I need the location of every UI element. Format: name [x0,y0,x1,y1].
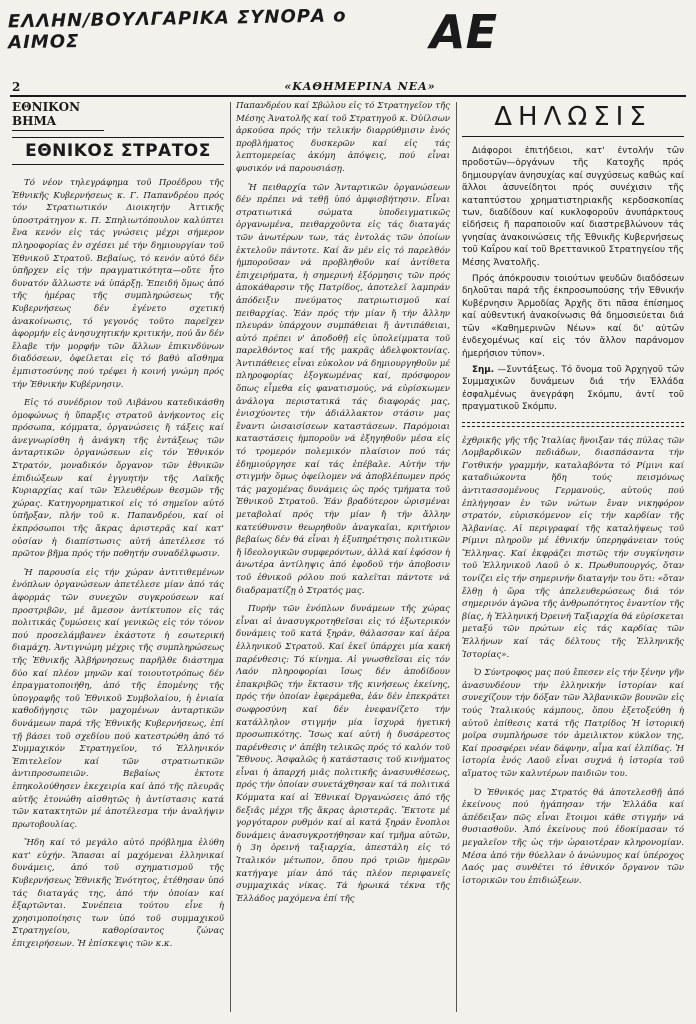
article-paragraph: ἐχθρικῆς γῆς τῆς Ἰταλίας ἤνοιξαν τάς πύλας τῶν Λομβαρδικῶν πεδιάδων, διασπάσαντα τήν Γοτθικήν γραμμήν, καταλαβόντα τό Ρίμινι καί καταδιώκοντα ἤδη τούς πεισμόνως ἀντιτασσομένους Γερμανούς, αὐτούς πού ἐπλήγησαν ἐν τῶν νώτων ἔναν νικηφόρον στρατόν, εὑρισκόμενον εἰς τήν καρδίαν τῆς Ἀλβανίας. Αἱ περιγραφαί τῆς καταλήψεως τοῦ Ρίμινι πληροῦν μέ ἐθνικήν ὑπερηφάνειαν τούς Ἕλληνας. Καί ἐκφράζει πιστῶς τήν συγκίνησιν τοῦ Ἑλληνικοῦ Λαοῦ ὁ κ. Πρωθυπουργός, ὅταν τονίζει εἰς τήν σημερινήν διαταγήν του ὅτι: «ὅταν ἔλθῃ ἡ ὥρα τῆς ἀπελευθερώσεως διά τόν σημερινόν ἀγῶνα τῆς ἀνθρωπότητος ἐναντίον τῆς βίας, ἡ Ἑλληνική Ὀρεινή Ταξιαρχία θά εὑρίσκεται μεταξύ τῶν πρώτων εἰς τάς καρδίας τῶν Ἑλλήνων καί τάς δέλτους τῆς Ἑλληνικῆς Ἱστορίας». [462,435,684,660]
article-body-col1 [12,177,224,951]
article-paragraph: Ἤδη καί τό μεγάλο αὐτό πρόβλημα ἐλύθη κατ' εὐχήν. Ἅπασαι αἱ μαχόμεναι ἑλληνικαί δυνάμεις, ἀπό τοῦ σχηματισμοῦ τῆς Κυβερνήσεως Ἐθνικῆς Ἑνότητος, ἐτέθησαν ὑπό τάς διαταγάς της, ἀπό τήν ὁποίαν καί ἐξαρτῶνται. Συνέπεια τούτου εἶνε ἡ χρησιμοποίησις των ὑπό τοῦ συμμαχικοῦ Στρατηγείου, καθορίσαντος ζώνας ἐπιχειρήσεων. Ἡ ἐπίσκεψις τῶν κ.κ. [12,838,224,950]
editor-note-text: —Συντάξεως. Τό ὄνομα τοῦ Ἀρχηγοῦ τῶν Συμμαχικῶν δυνάμεων διά τήν Ἑλλάδα ἐσφαλμένως ἀνεγράφη Σκόμπυ, ἀντί τοῦ πραγματικοῦ Σκόμπυ. [462,364,684,413]
editor-note [462,364,684,414]
article-paragraph: Ὁ Σύντροφος μας πού ἔπεσεν εἰς τήν ξένην γῆν ἀνασυνδέουν τήν ἑλληνικήν ἱστορίαν καί συνεχίζουν τήν δόξαν τῶν Ἀλβανικῶν βουνῶν εἰς τούς Ἰταλικούς κάμπους, ὅπου ἐξετοξεύθη ἡ αὐτοῦ ἐπίθεσις κατά τῆς Πατρίδος Ἡ ἱστορική μοῖρα συμπλήρωσε τόν ἀμειλικτον κύκλον της, Καί προσφέρει νέαν δάφνην, αἷμα καί ἐλπίδας. Ἡ ἱστορία ἑνός Λαοῦ εἶναι συχνά ἡ ἱστορία τοῦ αἵματος τῶν καλυτέρων παιδιῶν του. [462,668,684,779]
page-number: 2 [12,80,21,94]
header-rule [10,95,686,97]
declaration-body [462,145,684,414]
article-title: ΕΘΝΙΚΟΣ ΣΤΡΑΤΟΣ [12,137,224,165]
article-paragraph: Παπανδρέου καί Σβώλου εἰς τό Στρατηγεῖον τῆς Μέσης Ἀνατολῆς καί τοῦ Στρατηγοῦ κ. Ὀὐίλσων ἀρκούσα πρός τήν τελικήν διαρρύθμισιν ἑνός προβλήματος δυσκερῶν καί εἰς τάς λεπτομερείας ἀκόμη ἀπόψεις, πού εἶναι φυσικόν νά παρουσιάσῃ. [236,101,450,174]
article-paragraph: Ἡ πειθαρχία τῶν Ἀνταρτικῶν ὀργανώσεων δέν πρέπει νά τεθῇ ὑπό ἀμφισβήτησιν. Εἶναι στρατιωτικά σώματα ὑποδειγματικῶς ὀργανωμένα, πειθαρχοῦντα εἰς τάς διαταγάς τῶν ἀνωτέρων των, τάς ἐντολάς τῶν ὁποίων ἐκτελοῦν πάντοτε. Καί ἄν μέν εἰς τό παρελθόν ἠμποροῦσαν νά προβληθοῦν καί ἀντίθετα ἐπιχειρήματα, ἡ σημερινή ἐξόρμησις τῶν πρός ἀποκάθαρσιν τῆς Πατρίδος, ἀποτελεῖ λαμπράν ἀπόδειξιν πνεύματος πατριωτισμοῦ καί πειθαρχίας. Ἐάν πρός τήν μίαν ἤ τήν ἄλλην πλευράν ὑπάρχουν συμπάθειαι ἤ ἀντιπάθειαι, αὐτό πρέπει ν' ἀποδοθῇ εἰς ὑπολείμματα τοῦ παρελθόντος καί τῆς μακρᾶς ἀδελφοκτονίας. Ἀντιπάθειες εἶναι εὐκολον νά δημιουργηθοῦν μέ πληροφορίας ἐξογκωμένας καί, πρόσφορον ὅπως εἶμεθα εἰς φανατισμούς, νά εὑρίσκωμεν ἀνάλογα περιστατικά τάς διαφοράς μας, ἐνισχύοντες τήν ἀδιάλλακτον στάσιν μας ἔναντι ὡισαισίσεων καταστάσεων. Παρόμοιαι καταστάσεις ἠμποροῦν νά ἐξηγηθοῦν μέσα εἰς τό τρομερόν πολεμικόν πλαίσιον πού τάς ἐδημιούργησε καί τάς ἐπέβαλε. Αὐτήν τήν στιγμήν ὅμως ὀφείλομεν νά ἀποβλέπωμεν πρός τάς μαχομένας δυνάμεις ὡς πρός τμήματα τοῦ Ἐθνικοῦ Στρατοῦ. Ἐάν βραδύτερον ὡρισμέναι μεταβολαί πρός τήν μίαν ἤ τήν ἄλλην κατεύθυνσιν θεωρηθοῦν ἀναγκαῖαι, κριτήριον βεβαίως δέν θά εἶναι ἡ ἐξυπηρέτησις πολιτικῶν ἤ ἰδεολογικῶν συμφερόντων, ἀλλά καί ἐφόσον ἡ ἀνωτέρα ἀντίληψις ἀπό ἐφοδοῦ τήν ἀποβοσιν τοῦ ἐθνικοῦ ρόλου πού καλεῖται πάντοτε νά διαδραματίζῃ ὁ Στρατός μας. [236,182,450,596]
article-column-2 [236,100,450,1015]
newspaper-name: «ΚΑΘΗΜΕΡΙΝΑ ΝΕΑ» [284,80,436,93]
section-label: ΕΘΝΙΚΟΝ ΒΗΜΑ [12,100,104,131]
declaration-paragraph: Πρός ἀπόκρουσιν τοιούτων ψευδῶν διαδόσεων δηλοῦται παρά τῆς ἐκπροσωπούσης τήν Ἐθνικήν Κυβέρνησιν Ἁρμοδίας Ἀρχῆς ὅτι πᾶσα ἐπίσημος καί αὐθεντική ἀνακοίνωσις θά δημοσιεύεται διά τῶν «Καθημερινῶν Νέων» καί δι' αὐτῶν ἐνδεχομένως καί εἰς τόν ἄλλον παράνομον ἡμερήσιον τύπον». [462,274,684,359]
declaration-divider [462,422,684,427]
article-column-1 [12,100,224,1015]
article-body-col3 [462,435,684,888]
declaration-title: ΔΗΛΩΣΙΣ [462,102,684,137]
article-paragraph: Εἰς τό συνέδριον τοῦ Λιβάνου κατεδικάσθη ὁμοφώνως ἡ ὕπαρξις στρατοῦ ἀνήκοντος εἰς πρόσωπα, κόμματα, ὀργανώσεις ἤ τάξεις καί ἀνεγνωρίσθη ἡ ἀνάγκη τῆς ἐντάξεως τῶν ἀνταρτικῶν ὀργανώσεων εἰς τόν Ἐθνικόν Στρατόν, μοναδικόν ὄργανον τῶν ἐθνικῶν ἐπιδιώξεων καί ἐγγυητήν τῆς Λαϊκῆς Κυριαρχίας καί τῶν Ἐλευθέρων θεσμῶν τῆς χώρας. Κατηγορηματικοί εἰς τό σημεῖον αὐτό ὑπῆρξαν, πλήν τοῦ κ. Παπανδρέου, καί οἱ ἐκπρόσωποι τῆς ἄκρας ἀριστερᾶς καί κατ' οὐσίαν ἡ διαπίστωσις αὐτή ἀπετέλεσε τό πρῶτον βῆμα πρός τήν ποθητήν συναδέλφωσιν. [12,398,224,560]
column-separator [456,102,457,1012]
declaration-column [462,100,684,1015]
column-separator [230,102,231,1012]
article-paragraph: Ὁ Ἐθνικός μας Στρατός θά ἀποτελεσθῇ ἀπό ἐκείνους πού ἠγάπησαν τήν Ἑλλάδα καί ἀπέδειξαν πῶς εἶναι ἕτοιμοι κάθε στιγμήν νά θυσιασθοῦν. Ἀπό ἐκείνους πού ἐδοκίμασαν τό μεγαλεῖον τῆς ὡς τήν ὡραιοτέραν κληρονομίαν. Μέσα ἀπό τήν θύελλαν ὁ ἀνώνυμος καί ὑπέροχος Λαός μας συνθέτει τό ἐθνικόν ὄργανον τῶν ἱστορικῶν του ἐπιδιώξεων. [462,787,684,886]
article-body-col2 [236,100,450,905]
article-paragraph: Ἡ παρουσία εἰς τήν χώραν ἀντιτιθεμένων ἐνόπλων ὀργανώσεων ἀπετέλεσε μίαν ἀπό τάς ἀφορμάς τῶν συνεχῶν συγκρούσεων καί προστριβῶν, μέ ἄμεσον ἀντίκτυπον εἰς τάς πολιτικάς ζυμώσεις καί γενικῶς εἰς τόν τόνον πού προσελάμβανεν ἑκάστοτε ἡ εσωτερική διαμάχη. Ἀντιγνώμη μέχρις τῆς συμπληρώσεως τῆς Ἐθνικῆς Ἀλβήρνησεως παρῆλθε διάστημα δύο καί πλέον μηνῶν καί τοιουτοτρόπως δέν ἐπραγματοποιήθη, ἀπό τῆς ἐπομένης τῆς ὑπογραφῆς τοῦ Ἐθνικοῦ Συμβολαίου, ἡ ἑνιαία καθοδήγησις τῶν μαχομένων ἀνταρτικῶν δυνάμεων παρά τῆς Ἐθνικῆς Κυβερνήσεως, ἐπί τῇ βάσει τοῦ σχεδίου πού κατεστρώθη ἀπό τό Συμμαχικόν Στρατηγεῖον, τό Ἑλληνικόν Ἐπιτελεῖον καί τῶν στρατιωτικῶν ἀντιπροσωπειῶν. Βεβαίως ἐκτοτε ἐπηκολούθησεν ἐκεχειρία καί ἀπό τῆς πλευρᾶς αὐτῆς ἐτονώθη αἰσθητῶς ἡ ἀντίστασις κατά τῶν κατακτητῶν μέ ἀποτέλεσμα τήν ἀναλήψιν πρωτοβουλίας. [12,567,224,830]
declaration-paragraph: Διάφοροι ἐπιτήδειοι, κατ' ἐντολήν τῶν προδοτῶν—ὀργάνων τῆς Κατοχῆς πρός δημιουργίαν ἀνησυχίας καί συγχύσεως καθώς καί ἄλλοι ἀσυνείδητοι πρός συνέχισιν τῆς καταπτύστου χρηματιστηριακῆς κερδοσκοπίας των, διαδίδουν καί κυκλοφοροῦν ἀνυπάρκτους εἰδήσεις ἤ παραποιοῦν καί διαστρεβλώνουν τάς γνησίας ἀνακοινώσεις τῆς Ἐθνικῆς Κυβερνήσεως τοῦ Καΐρου καί τοῦ Βρεττανικοῦ Στρατηγείου τῆς Μέσης Ἀνατολῆς. [462,146,684,268]
article-paragraph: Πυρήν τῶν ἐνόπλων δυνάμεων τῆς χώρας εἶναι αἱ ἀνασυγκροτηθεῖσαι εἰς τό ἐξωτερικόν δυνάμεις τοῦ κατά ξηράν, θάλασσαν καί ἀέρα ἑλληνικοῦ Στρατοῦ. Καί ἐκεῖ ὑπάρχει μία κακή παρένθεσις: Τό κίνημα. Αἱ γνωσθεῖσαι εἰς τόν Λαόν πληροφορίαι ἴσως δέν ἀποδίδουν ἐπακριβῶς τήν ἔκτασιν τῆς κινήσεως ἐκείνης, πρός τήν ὁποίαν ἐφεράμεθα, ἐάν δέν ἐπεκράτει σωφροσύνη καί δέν ἐνεφανίζετο τήν κατάλληλον στιγμήν μία ἰσχυρά ἡγετική προσωπικότης. Ἴσως καί αὐτή ἡ δυσάρεστος παρένθεσις ν' ἀπέβη τελικῶς πρός τό καλόν τοῦ Ἔθνους. Ἀσφαλῶς ἡ κατάστασις τοῦ κινήματος εἶναι ἡ ἀπαρχή μιᾶς πολιτικῆς ἀνασυνθέσεως, πρός τήν ὁποίαν συνετάχθησαν καί τά πολιτικά Κόμματα καί αἱ Ἐθνικαί Ὀργανώσεις ἀπό τῆς δεξιᾶς μέχρι τῆς ἄκρας ἀριστερᾶς. Ἔκτοτε μέ γοργόταρον ρυθμόν καί αἱ κατά ξηράν ἔνοπλοι δυνάμεις ἀνασυγκροτήθησαν καί τμῆμα αὐτῶν, ἡ 3η ὀρεινή ταξιαρχία, ἀπεστάλη εἰς τό Ἰταλικόν μέτωπον, ὅπου πρό τριῶν ἡμερῶν κατήγαγε μίαν ἀπό τάς πλέον περιφανεῖς συμμαχικάς νίκας. Τά ἡρωικά τέκνα τῆς Ἑλλάδος μαχόμενα ἐπί τῆς [236,604,450,904]
handwritten-monogram: ΑΕ [430,5,498,59]
editor-note-label: Σημ. [472,364,495,375]
handwritten-header-note: ΕΛΛΗΝ/ΒΟΥΛΓΑΡΙΚΑ ΣΥΝΟΡΑ ο ΑΙΜΟΣ [7,5,347,54]
article-paragraph: Τό νέον τηλεγράφημα τοῦ Προέδρου τῆς Ἐθνικῆς Κυβερνήσεως κ. Γ. Παπανδρέου πρός τόν Στρατιωτικόν Διοικητήν Ἀττικῆς ὑποστράτηγον κ. Π. Σπηλιωτόπουλον καλύπτει ἕνα κενόν εἰς τάς γνώσεις μέχρι σήμερον πληροφορίας ἐν σχέσει μέ τήν δημιουργίαν τοῦ Ἐθνικοῦ Στρατοῦ. Βεβαίως, τό κενόν αὐτό δέν ὑπῆρχεν εἰς τήν πραγματικότητα—οὔτε ἦτο δυνατόν ἄλλωστε νά ὑπάρξῃ. Ἐπειδή ὅμως ἀπό τῆς ἡμέρας τῆς συμπληρώσεως τῆς Κυβερνήσεως δέν ἐγένετο σχετική ἀνακοίνωσις, τό γεγονός τοῦτο παρεῖχεν ἀφορμήν εἰς ἀνησυχητικήν κριτικήν, πού ἄν δέν ἔλαβε τήν μορφήν τῶν ἄλλων ἐπικινδύνων διαδόσεων, ὀφείλεται εἰς τό βαθύ αἴσθημα ἐμπιστοσύνης πού τρέφει ἡ κοινή γνώμη πρός τήν Ἐθνικήν Κυβέρνησιν. [12,178,224,390]
